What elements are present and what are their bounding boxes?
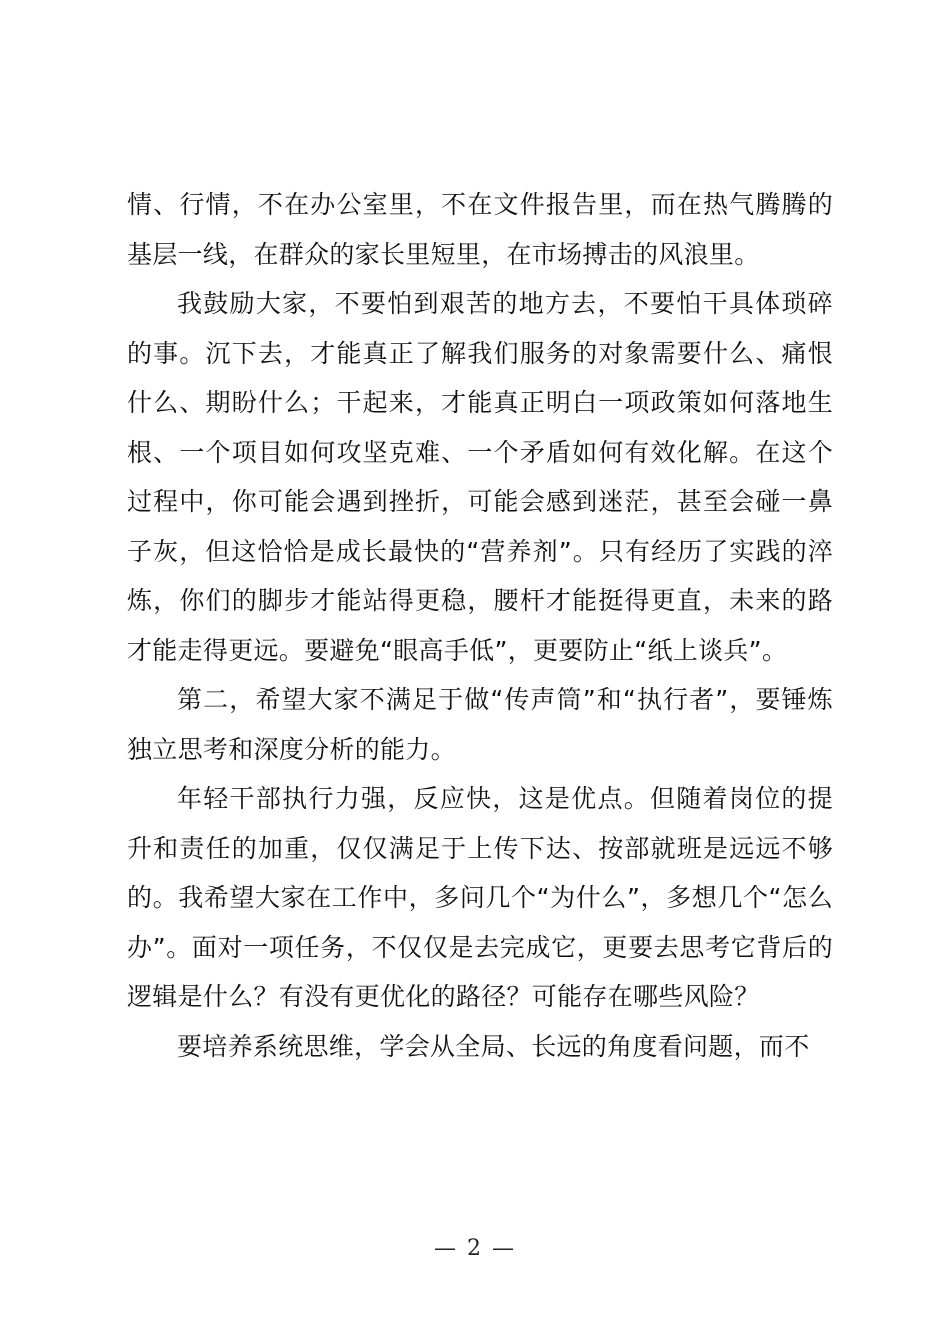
paragraph-2: 我鼓励大家，不要怕到艰苦的地方去，不要怕干具体琐碎的事。沉下去，才能真正了解我们服务的对象需要什么、痛恨什么、期盼什么；干起来，才能真正明白一项政策如何落地生根、一个项目如何攻坚克难、一个矛盾如何有效化解。在这个过程中，你可能会遇到挫折，可能会感到迷茫，甚至会碰一鼻子灰，但这恰恰是成长最快的“营养剂”。只有经历了实践的淬炼，你们的脚步才能站得更稳，腰杆才能挺得更直，未来的路才能走得更远。要避免“眼高手低”，更要防止“纸上谈兵”。 [127,289,833,665]
body-text [127,180,833,1071]
paragraph-1: 情、行情，不在办公室里，不在文件报告里，而在热气腾腾的基层一线，在群众的家长里短里，在市场搏击的风浪里。 [127,190,833,269]
page-number: — 2 — [434,1236,516,1261]
paragraph-5: 要培养系统思维，学会从全局、长远的角度看问题，而不 [177,1031,810,1061]
paragraph-3: 第二，希望大家不满足于做“传声筒”和“执行者”，要锤炼独立思考和深度分析的能力。 [127,685,833,764]
paragraph-4: 年轻干部执行力强，反应快，这是优点。但随着岗位的提升和责任的加重，仅仅满足于上传下达、按部就班是远远不够的。我希望大家在工作中，多问几个“为什么”，多想几个“怎么办”。面对一项任务，不仅仅是去完成它，更要去思考它背后的逻辑是什么？有没有更优化的路径？可能存在哪些风险？ [127,784,833,1011]
